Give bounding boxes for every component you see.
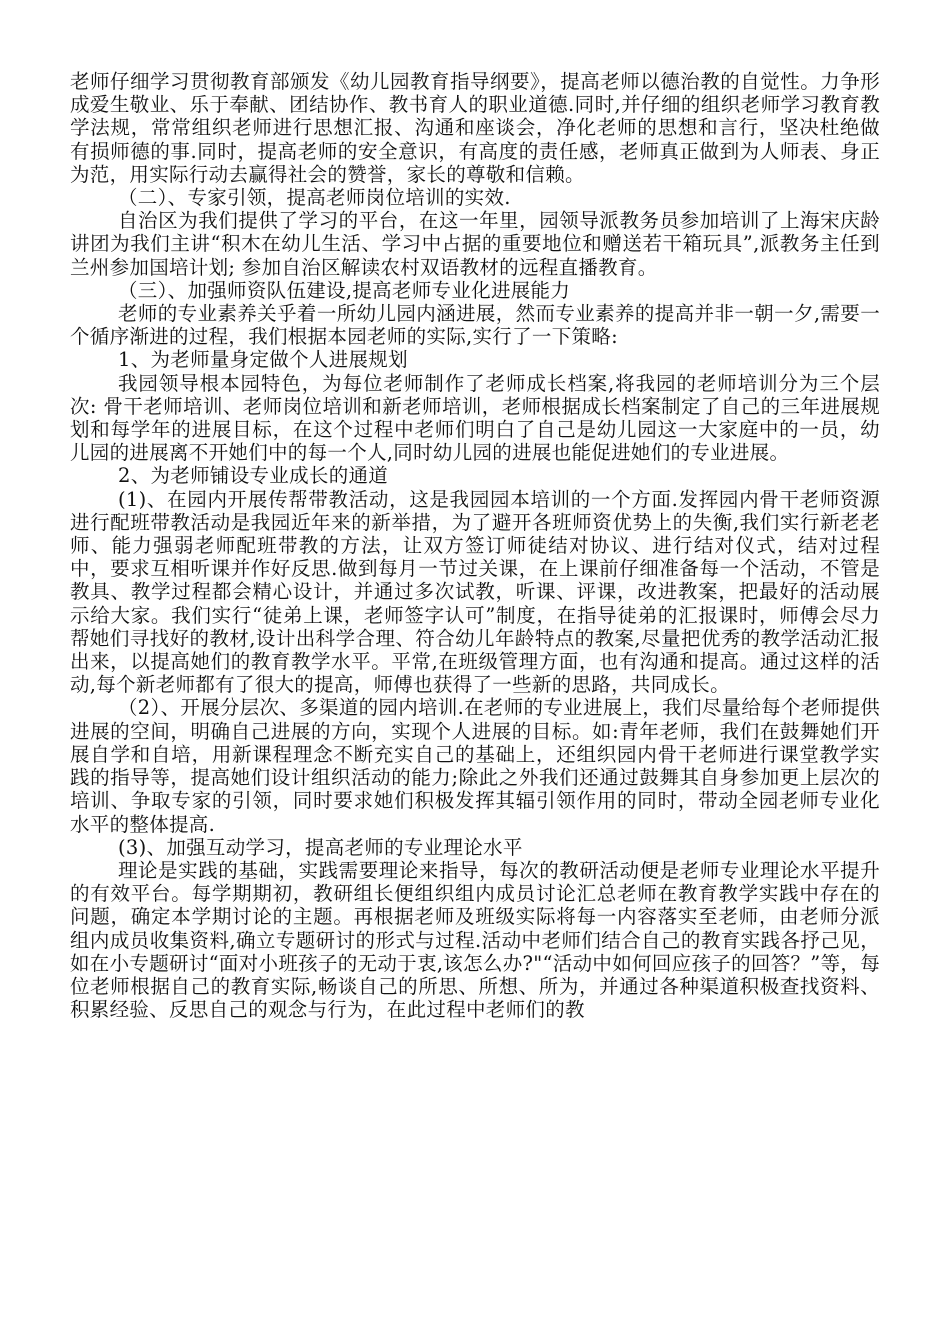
- subheading-growth-channel: 2、为老师铺设专业成长的通道: [118, 464, 389, 488]
- section-heading-expert-guidance: （二）、专家引领，提高老师岗位培训的实效.: [118, 186, 511, 210]
- document-page: [70, 70, 880, 1021]
- paragraph-layered-training: （2）、开展分层次、多渠道的园内培训.在老师的专业进展上，我们尽量给每个老师提供进展的空间，明确自己进展的方向，实现个人进展的目标。如:青年老师，我们在鼓舞她们开展自学和自培，用新课程理念不断充实自己的基础上，还组织园内骨干老师进行课堂教学实践的指导等，提高她们设计组织活动的能力;除此之外我们还通过鼓舞其自身参加更上层次的培训、争取专家的引领，同时要求她们积极发挥其辐引领作用的同时，带动全园老师专业化水平的整体提高.: [70, 696, 880, 836]
- section-heading-staff-building: （三）、加强师资队伍建设,提高老师专业化进展能力: [118, 278, 571, 302]
- subheading-interactive-learning: (3)、加强互动学习，提高老师的专业理论水平: [118, 835, 523, 859]
- paragraph-professional-quality: 老师的专业素养关乎着一所幼儿园内涵进展，然而专业素养的提高并非一朝一夕,需要一个循序渐进的过程，我们根据本园老师的实际,实行了一下策略:: [70, 302, 880, 349]
- paragraph-growth-archive: 我园领导根本园特色，为每位老师制作了老师成长档案,将我园的老师培训分为三个层次: 骨干老师培训、老师岗位培训和新老师培训，老师根据成长档案制定了自己的三年进展规划和每学年的进展目标，在这个过程中老师们明白了自己是幼儿园这一大家庭中的一员，幼儿园的进展离不开她们中的每一个人,同时幼儿园的进展也能促进她们的专业进展。: [70, 371, 880, 465]
- paragraph-teacher-ethics: 老师仔细学习贯彻教育部颁发《幼儿园教育指导纲要》，提高老师以德治教的自觉性。力争形成爱生敬业、乐于奉献、团结协作、教书育人的职业道德.同时,并仔细的组织老师学习教育教学法规，常常组织老师进行思想汇报、沟通和座谈会，净化老师的思想和言行，坚决杜绝做有损师德的事.同时，提高老师的安全意识，有高度的责任感，老师真正做到为人师表、身正为范，用实际行动去赢得社会的赞誉，家长的尊敬和信赖。: [70, 70, 880, 186]
- paragraph-theory-practice: 理论是实践的基础，实践需要理论来指导，每次的教研活动便是老师专业理论水平提升的有效平台。每学期期初，教研组长便组织组内成员讨论汇总老师在教育教学实践中存在的问题，确定本学期讨论的主题。再根据老师及班级实际将每一内容落实至老师，由老师分派组内成员收集资料,确立专题研讨的形式与过程.活动中老师们结合自己的教育实践各抒己见，如在小专题研讨“面对小班孩子的无动于衷,该怎么办?"“活动中如何回应孩子的回答？”等，每位老师根据自己的教育实际,畅谈自己的所思、所想、所为，并通过各种渠道积极查找资料、积累经验、反思自己的观念与行为，在此过程中老师们的教: [70, 858, 880, 1022]
- subheading-personal-plan: 1、为老师量身定做个人进展规划: [118, 348, 408, 372]
- paragraph-mentoring: (1)、在园内开展传帮带教活动，这是我园园本培训的一个方面.发挥园内骨干老师资源进行配班带教活动是我园近年来的新举措，为了避开各班师资优势上的失衡,我们实行新老老师、能力强弱老师配班带教的方法，让双方签订师徒结对协议、进行结对仪式，结对过程中，要求互相听课并作好反思.做到每月一节过关课，在上课前仔细准备每一个活动，不管是教具、教学过程都会精心设计，并通过多次试教，听课、评课，改进教案，把最好的活动展示给大家。我们实行“徒弟上课，老师签字认可”制度，在指导徒弟的汇报课时，师傅会尽力帮她们寻找好的教材,设计出科学合理、符合幼儿年龄特点的教案,尽量把优秀的教学活动汇报出来，以提高她们的教育教学水平。平常,在班级管理方面，也有沟通和提高。通过这样的活动,每个新老师都有了很大的提高，师傅也获得了一些新的思路，共同成长。: [70, 487, 880, 697]
- paragraph-training-platform: 自治区为我们提供了学习的平台，在这一年里，园领导派教务员参加培训了上海宋庆龄讲团为我们主讲“积木在幼儿生活、学习中占据的重要地位和赠送若干箱玩具”,派教务主任到兰州参加国培计划; 参加自治区解读农村双语教材的远程直播教育。: [70, 209, 880, 279]
